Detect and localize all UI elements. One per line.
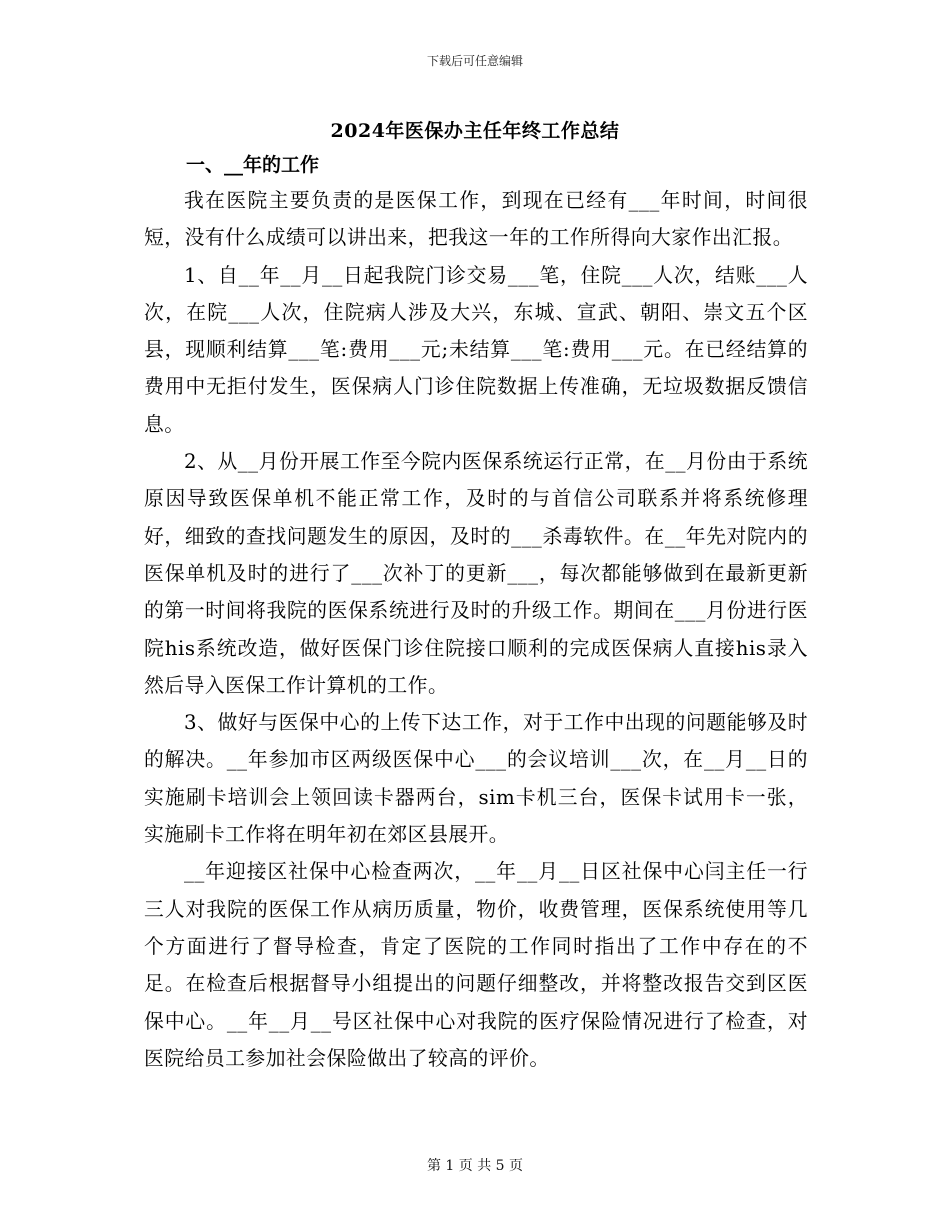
- document-title: 2024年医保办主任年终工作总结: [330, 120, 620, 142]
- paragraph-item-3: 3、做好与医保中心的上传下达工作，对于工作中出现的问题能够及时的解决。__年参加市区两级医保中心___的会议培训___次，在__月__日的实施刷卡培训会上领回读卡器两台，sim卡机三台，医保卡试用卡一张，实施刷卡工作将在明年初在郊区县展开。: [144, 711, 808, 847]
- paragraph-item-1: 1、自__年__月__日起我院门诊交易___笔，住院___人次，结账___人次，在院___人次，住院病人涉及大兴，东城、宣武、朝阳、崇文五个区县，现顺利结算___笔:费用___元;未结算___笔:费用___元。在已经结算的费用中无拒付发生，医保病人门诊住院数据上传准确，无垃圾数据反馈信息。: [144, 263, 808, 436]
- paragraph-inspection: __年迎接区社保中心检查两次，__年__月__日区社保中心闫主任一行三人对我院的医保工作从病历质量，物价，收费管理，医保系统使用等几个方面进行了督导检查，肯定了医院的工作同时指出了工作中存在的不足。在检查后根据督导小组提出的问题仔细整改，并将整改报告交到区医保中心。__年__月__号区社保中心对我院的医疗保险情况进行了检查，对医院给员工参加社会保险做出了较高的评价。: [144, 860, 808, 1070]
- page-number-footer: 第 1 页 共 5 页: [426, 1158, 524, 1174]
- document-body: [144, 148, 808, 1077]
- paragraph-intro: 我在医院主要负责的是医保工作，到现在已经有___年时间，时间很短，没有什么成绩可以讲出来，把我这一年的工作所得向大家作出汇报。: [144, 189, 808, 250]
- paragraph-item-2: 2、从__月份开展工作至今院内医保系统运行正常，在__月份由于系统原因导致医保单机不能正常工作，及时的与首信公司联系并将系统修理好，细致的查找问题发生的原因，及时的___杀毒软件。在__年先对院内的医保单机及时的进行了___次补丁的更新___，每次都能够做到在最新更新的第一时间将我院的医保系统进行及时的升级工作。期间在___月份进行医院his系统改造，做好医保门诊住院接口顺利的完成医保病人直接his录入然后导入医保工作计算机的工作。: [144, 450, 808, 697]
- page-header-note: 下载后可任意编辑: [426, 54, 523, 68]
- section-heading: 一、__年的工作: [186, 154, 320, 176]
